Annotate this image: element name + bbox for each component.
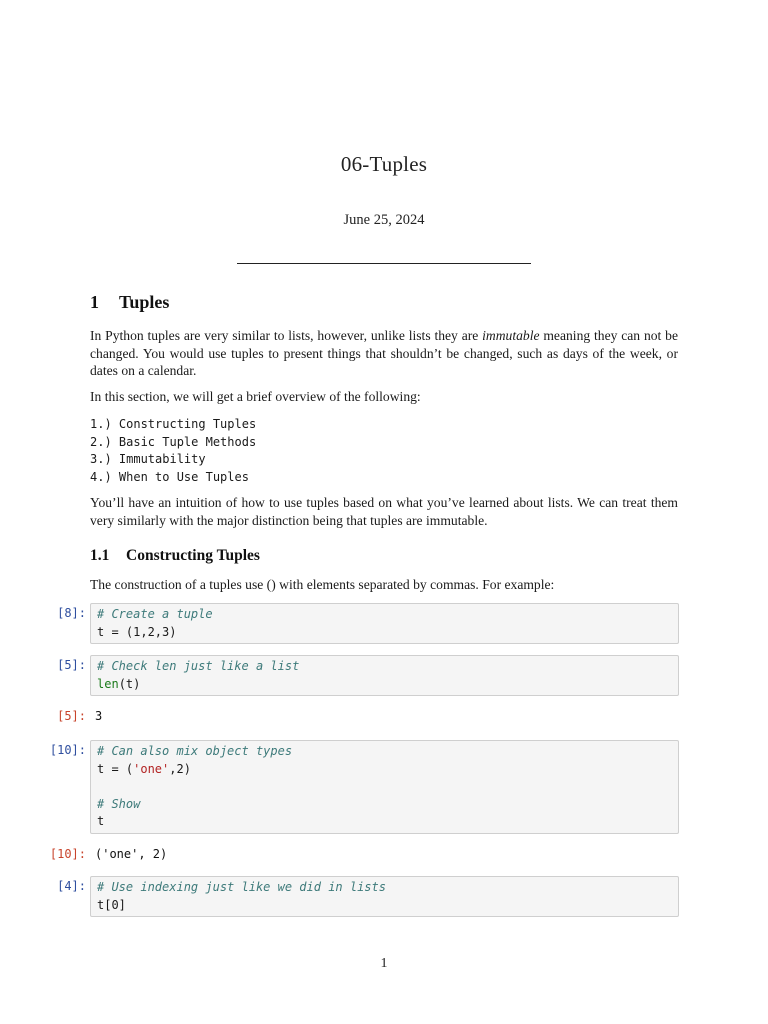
subsection-number: 1.1	[90, 547, 110, 564]
section-title: Tuples	[119, 292, 170, 312]
intro-emphasis: immutable	[482, 328, 540, 343]
overview-paragraph: In this section, we will get a brief overview of the following:	[90, 389, 421, 404]
input-prompt: [8]:	[57, 606, 86, 620]
code-comment: # Can also mix object types	[97, 744, 293, 758]
document-date: June 25, 2024	[343, 212, 425, 228]
builtin-len: len	[97, 676, 119, 691]
intro-text-start: In Python tuples are very similar to lists, however, unlike lists they are	[90, 328, 483, 343]
code-comment: # Check len just like a list	[97, 659, 300, 673]
cell-output: 3	[95, 709, 103, 723]
overview-list	[90, 416, 256, 486]
subsection-title: Constructing Tuples	[126, 547, 260, 564]
code-line: t = (1,2,3)	[97, 624, 177, 639]
code-cell[interactable]	[90, 655, 679, 696]
code-cell[interactable]	[90, 603, 679, 644]
input-prompt: [4]:	[57, 879, 86, 893]
list-item: 3.) Immutability	[90, 452, 206, 466]
code-comment: # Create a tuple	[97, 607, 213, 621]
output-prompt: [5]:	[57, 709, 86, 723]
intro-paragraph	[90, 327, 678, 380]
code-line: len(t)	[97, 676, 141, 691]
list-item: 1.) Constructing Tuples	[90, 417, 257, 431]
section-heading-tuples	[90, 292, 169, 313]
section-number: 1	[90, 292, 99, 312]
code-cell[interactable]	[90, 876, 679, 917]
intro-text-end: meaning they can not be changed. You would use tuples to present things that shouldn’t be changed, such as days of the week, or dates on a calendar.	[90, 328, 678, 378]
document-title: 06-Tuples	[340, 152, 428, 176]
code-line: t = ('one',2)	[97, 761, 191, 776]
code-line: t	[97, 814, 105, 828]
cell-output: ('one', 2)	[95, 847, 168, 861]
code-line: t[0]	[97, 897, 126, 912]
page-number: 1	[380, 956, 388, 971]
subsection-heading-constructing-tuples	[90, 547, 260, 565]
title-divider	[237, 263, 531, 264]
construction-paragraph: The construction of a tuples use () with elements separated by commas. For example:	[90, 577, 555, 592]
list-item: 2.) Basic Tuple Methods	[90, 434, 257, 449]
input-prompt: [10]:	[49, 743, 86, 757]
list-item: 4.) When to Use Tuples	[90, 469, 249, 484]
code-comment: # Show	[97, 796, 141, 811]
code-comment: # Use indexing just like we did in lists	[97, 880, 386, 894]
output-prompt: [10]:	[49, 847, 86, 861]
string-literal: 'one'	[133, 761, 170, 776]
input-prompt: [5]:	[57, 658, 86, 672]
code-cell[interactable]	[90, 740, 679, 834]
code-blank-line	[97, 778, 672, 796]
intuition-paragraph: You’ll have an intuition of how to use tuples based on what you’ve learned about lists. We can treat them very similarly with the major distinction being that tuples are immutable.	[90, 495, 678, 528]
